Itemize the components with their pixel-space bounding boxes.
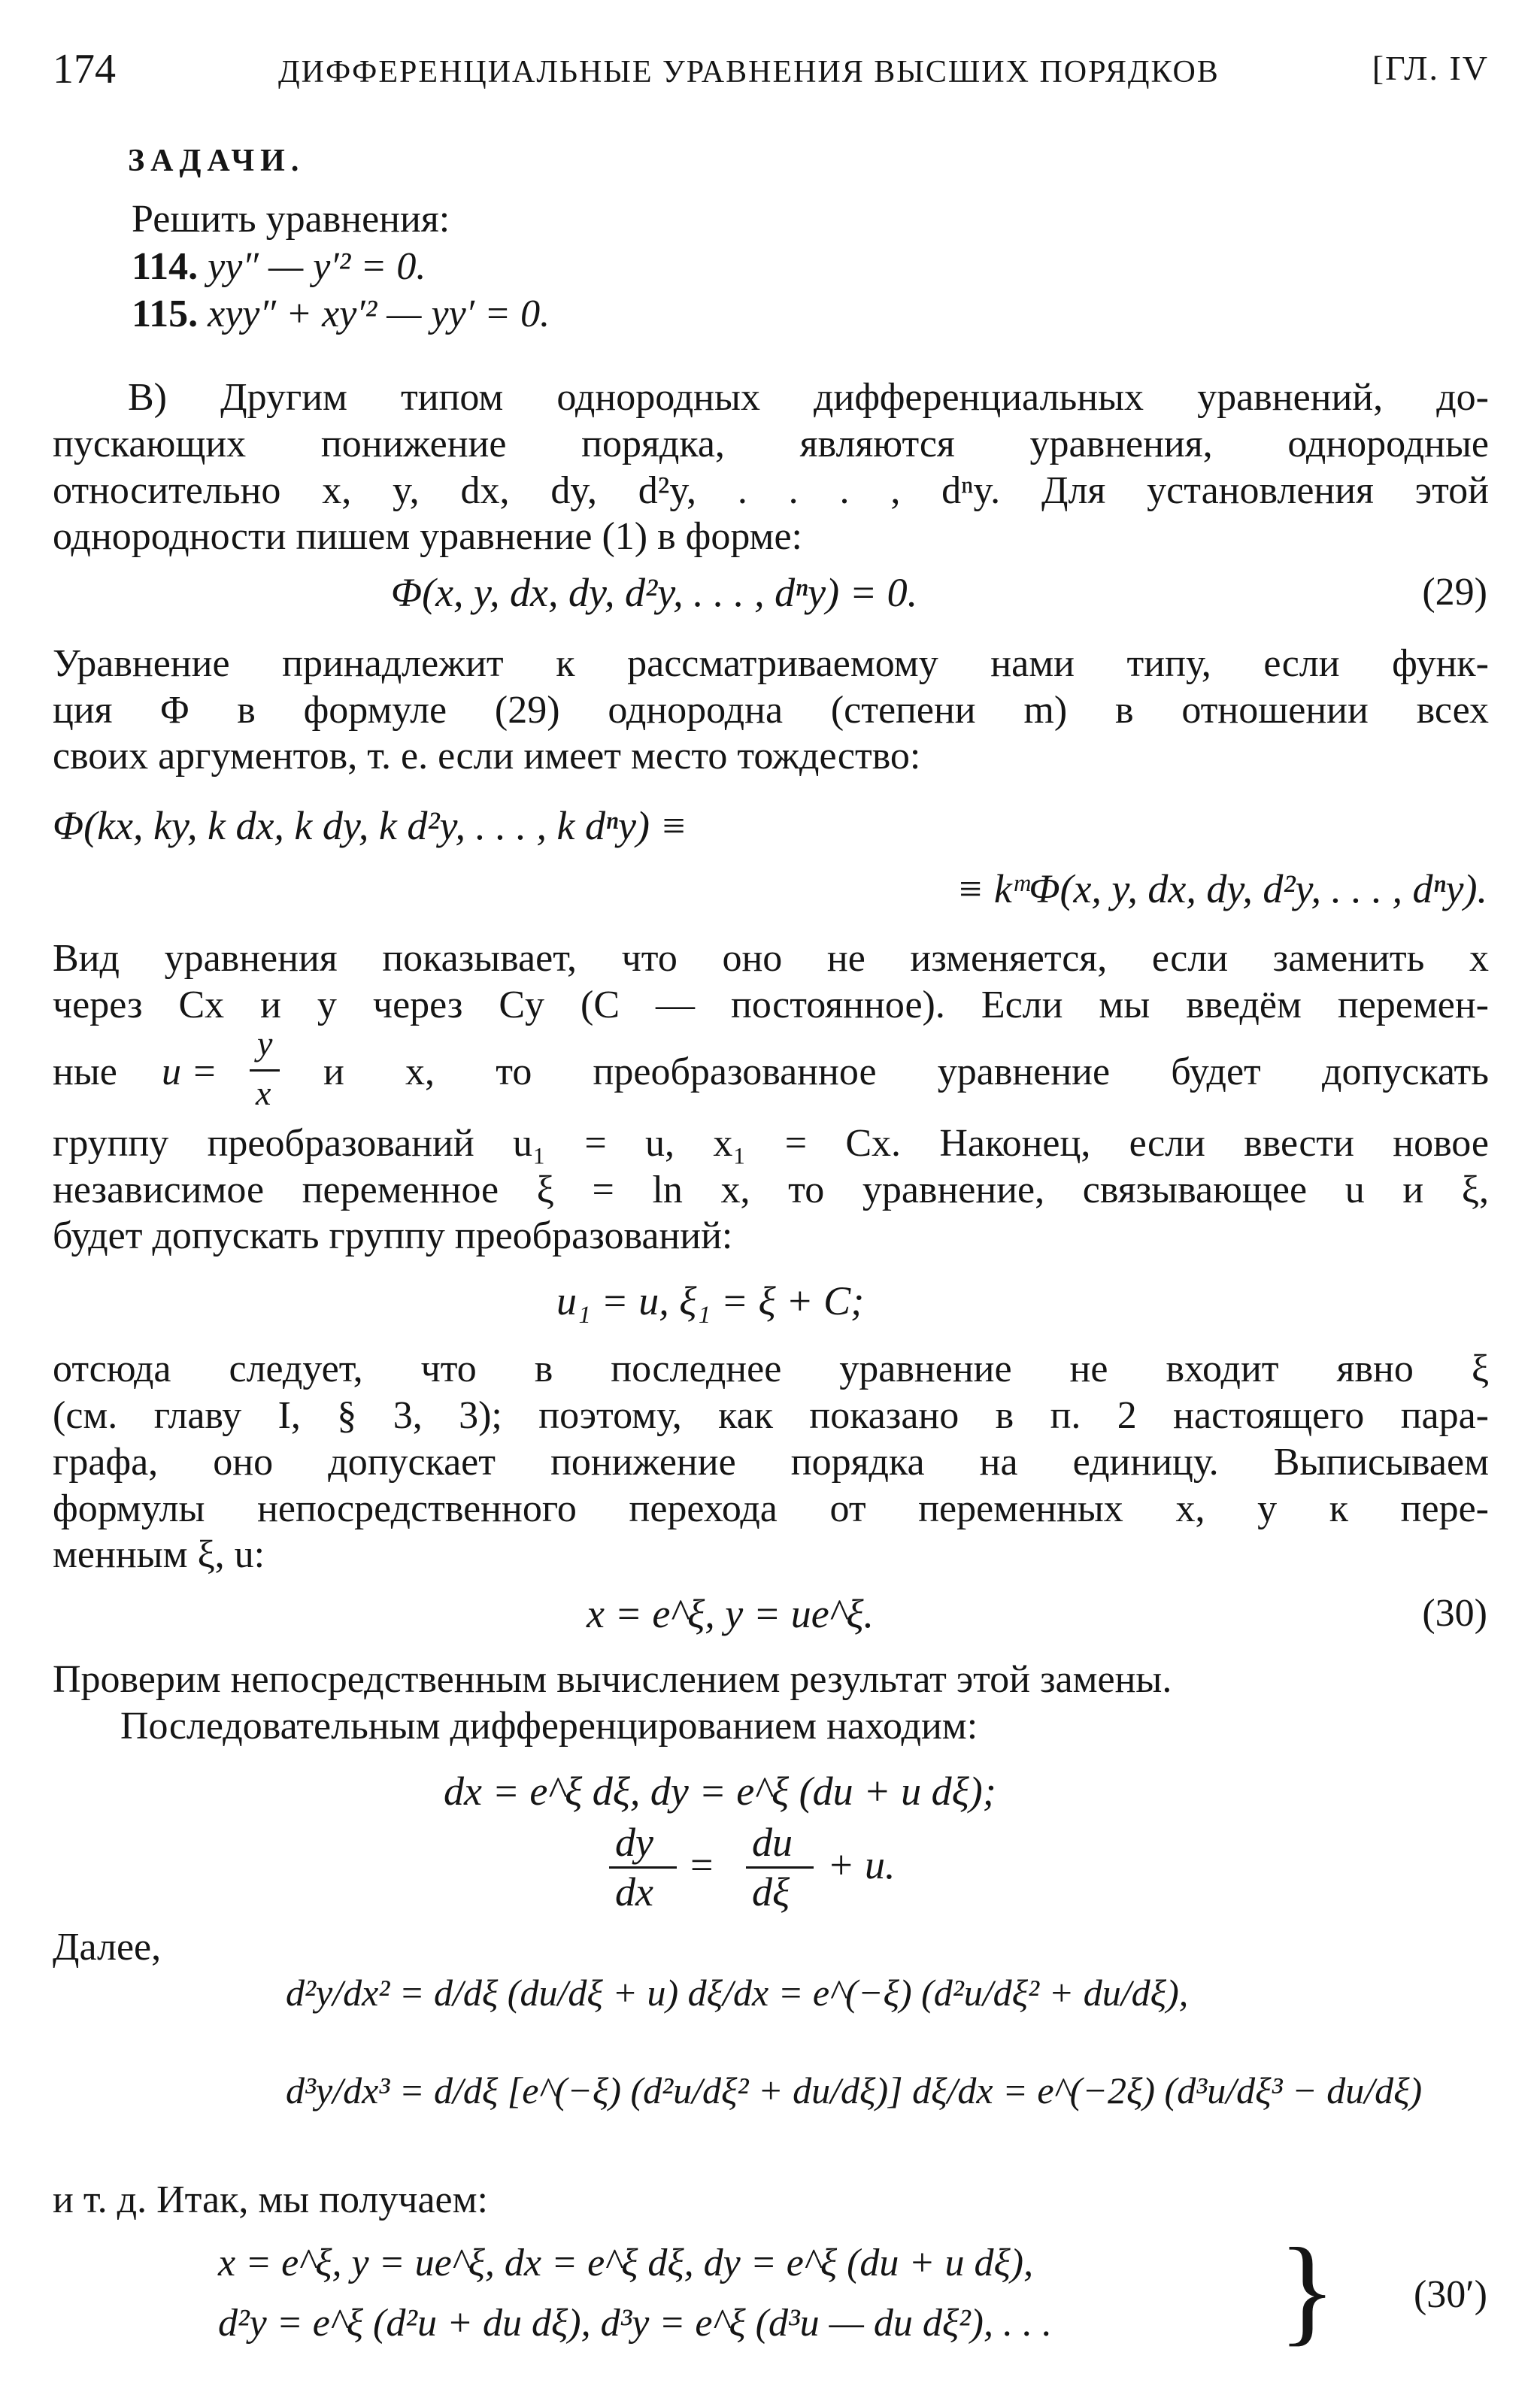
fraction-numerator: du — [752, 1820, 793, 1865]
paragraph-line: Далее, — [53, 1926, 162, 1969]
u-equals: u = — [162, 1050, 218, 1093]
identity-line-1: Φ(kx, ky, k dx, k dy, k d²y, . . . , k dⁿy) ≡ — [53, 803, 687, 848]
equation-29-number: (29) — [1422, 571, 1487, 614]
fraction-numerator: y — [257, 1024, 273, 1063]
paragraph-line: Последовательным дифференцированием находим: — [120, 1705, 978, 1748]
paragraph-line: однородности пишем уравнение (1) в форме: — [53, 515, 802, 558]
page-number: 174 — [53, 46, 116, 92]
paragraph-line: ция Φ в формуле (29) однородна (степени m) в отношении всех — [53, 689, 1489, 732]
tasks-heading: ЗАДАЧИ. — [128, 144, 305, 178]
paragraph-line: (см. главу I, § 3, 3); поэтому, как показано в п. 2 настоящего пара- — [53, 1394, 1489, 1437]
right-brace: } — [1278, 2223, 1336, 2357]
paragraph-line: своих аргументов, т. е. если имеет место тождество: — [53, 735, 921, 778]
problem-115-number: 115. — [132, 293, 199, 335]
paragraph-line: формулы непосредственного перехода от переменных x, y к пере- — [53, 1487, 1489, 1530]
paragraph-line: будет допускать группу преобразований: — [53, 1214, 733, 1257]
tasks-intro: Решить уравнения: — [132, 198, 450, 241]
system-line-2: d²y = e^ξ (d²u + du dξ), d³y = e^ξ (d³u — du dξ²), . . . — [218, 2302, 1052, 2345]
text-fragment: ные — [53, 1050, 117, 1093]
third-derivative: d³y/dx³ = d/dξ [e^(−ξ) (d²u/dξ² + du/dξ)] dξ/dx = e^(−2ξ) (d³u/dξ³ − du/dξ) — [286, 2069, 1423, 2111]
paragraph-line: Вид уравнения показывает, что оно не изменяется, если заменить x — [53, 937, 1489, 980]
fraction-denominator: dξ — [752, 1869, 790, 1914]
paragraph-line: менным ξ, u: — [53, 1533, 265, 1576]
text-fragment: и x, то преобразованное уравнение будет допускать — [323, 1050, 1489, 1093]
paragraph-line: Проверим непосредственным вычислением результат этой замены. — [53, 1658, 1172, 1701]
problem-114-equation: yy″ — y′² = 0. — [208, 245, 426, 288]
paragraph-line-with-fraction — [53, 1024, 1489, 1112]
paragraph-line: независимое переменное ξ = ln x, то уравнение, связывающее u и ξ, — [53, 1169, 1489, 1211]
paragraph-line: через Cx и y через Cy (C — постоянное). Если мы введём перемен- — [53, 984, 1489, 1026]
equation-30: x = e^ξ, y = ue^ξ. — [587, 1591, 875, 1636]
paragraph-line: В) Другим типом однородных дифференциальных уравнений, до- — [128, 376, 1489, 419]
problem-115-equation: xyy″ + xy′² — yy′ = 0. — [208, 293, 550, 335]
problem-114-number: 114. — [132, 245, 199, 288]
fraction-numerator: dy — [615, 1820, 653, 1865]
system-line-1: x = e^ξ, y = ue^ξ, dx = e^ξ dξ, dy = e^ξ (du + u dξ), — [218, 2242, 1034, 2284]
equation-29: Φ(x, y, dx, dy, d²y, . . . , dⁿy) = 0. — [391, 570, 918, 615]
paragraph-line: относительно x, y, dx, dy, d²y, . . . , dⁿy. Для установления этой — [53, 469, 1489, 512]
fraction-denominator: x — [256, 1074, 271, 1112]
fraction-denominator: dx — [615, 1869, 653, 1914]
paragraph-line: пускающих понижение порядка, являются уравнения, однородные — [53, 423, 1489, 465]
identity-line-2: ≡ kᵐΦ(x, y, dx, dy, d²y, . . . , dⁿy). — [956, 866, 1487, 911]
paragraph-line: группу преобразований u₁ = u, x₁ = Cx. Наконец, если ввести новое — [53, 1122, 1489, 1165]
equation-30-number: (30) — [1422, 1592, 1487, 1635]
equation-30prime-number: (30′) — [1413, 2273, 1487, 2316]
group-transform: u₁ = u, ξ₁ = ξ + C; — [556, 1278, 865, 1323]
chapter-label: [ГЛ. IV — [1372, 49, 1489, 87]
fraction-bar — [609, 1866, 677, 1869]
second-derivative: d²y/dx² = d/dξ (du/dξ + u) dξ/dx = e^(−ξ) (d²u/dξ² + du/dξ), — [286, 1972, 1189, 2014]
problem-115 — [132, 292, 550, 337]
derivative-dy-dx — [609, 1820, 1060, 1917]
fraction-bar — [746, 1866, 814, 1869]
problem-114 — [132, 244, 426, 290]
paragraph-line: графа, оно допускает понижение порядка на единицу. Выписываем — [53, 1441, 1489, 1484]
paragraph-line: отсюда следует, что в последнее уравнение не входит явно ξ — [53, 1348, 1489, 1390]
equation-tail: + u. — [827, 1842, 896, 1887]
paragraph-line: Уравнение принадлежит к рассматриваемому нами типу, если функ- — [53, 642, 1489, 685]
running-header — [53, 45, 1489, 98]
equals-sign: = — [690, 1842, 714, 1887]
paragraph-line: и т. д. Итак, мы получаем: — [53, 2178, 488, 2221]
running-title: ДИФФЕРЕНЦИАЛЬНЫЕ УРАВНЕНИЯ ВЫСШИХ ПОРЯДКОВ — [278, 55, 1220, 89]
differential-line-1: dx = e^ξ dξ, dy = e^ξ (du + u dξ); — [444, 1769, 996, 1814]
